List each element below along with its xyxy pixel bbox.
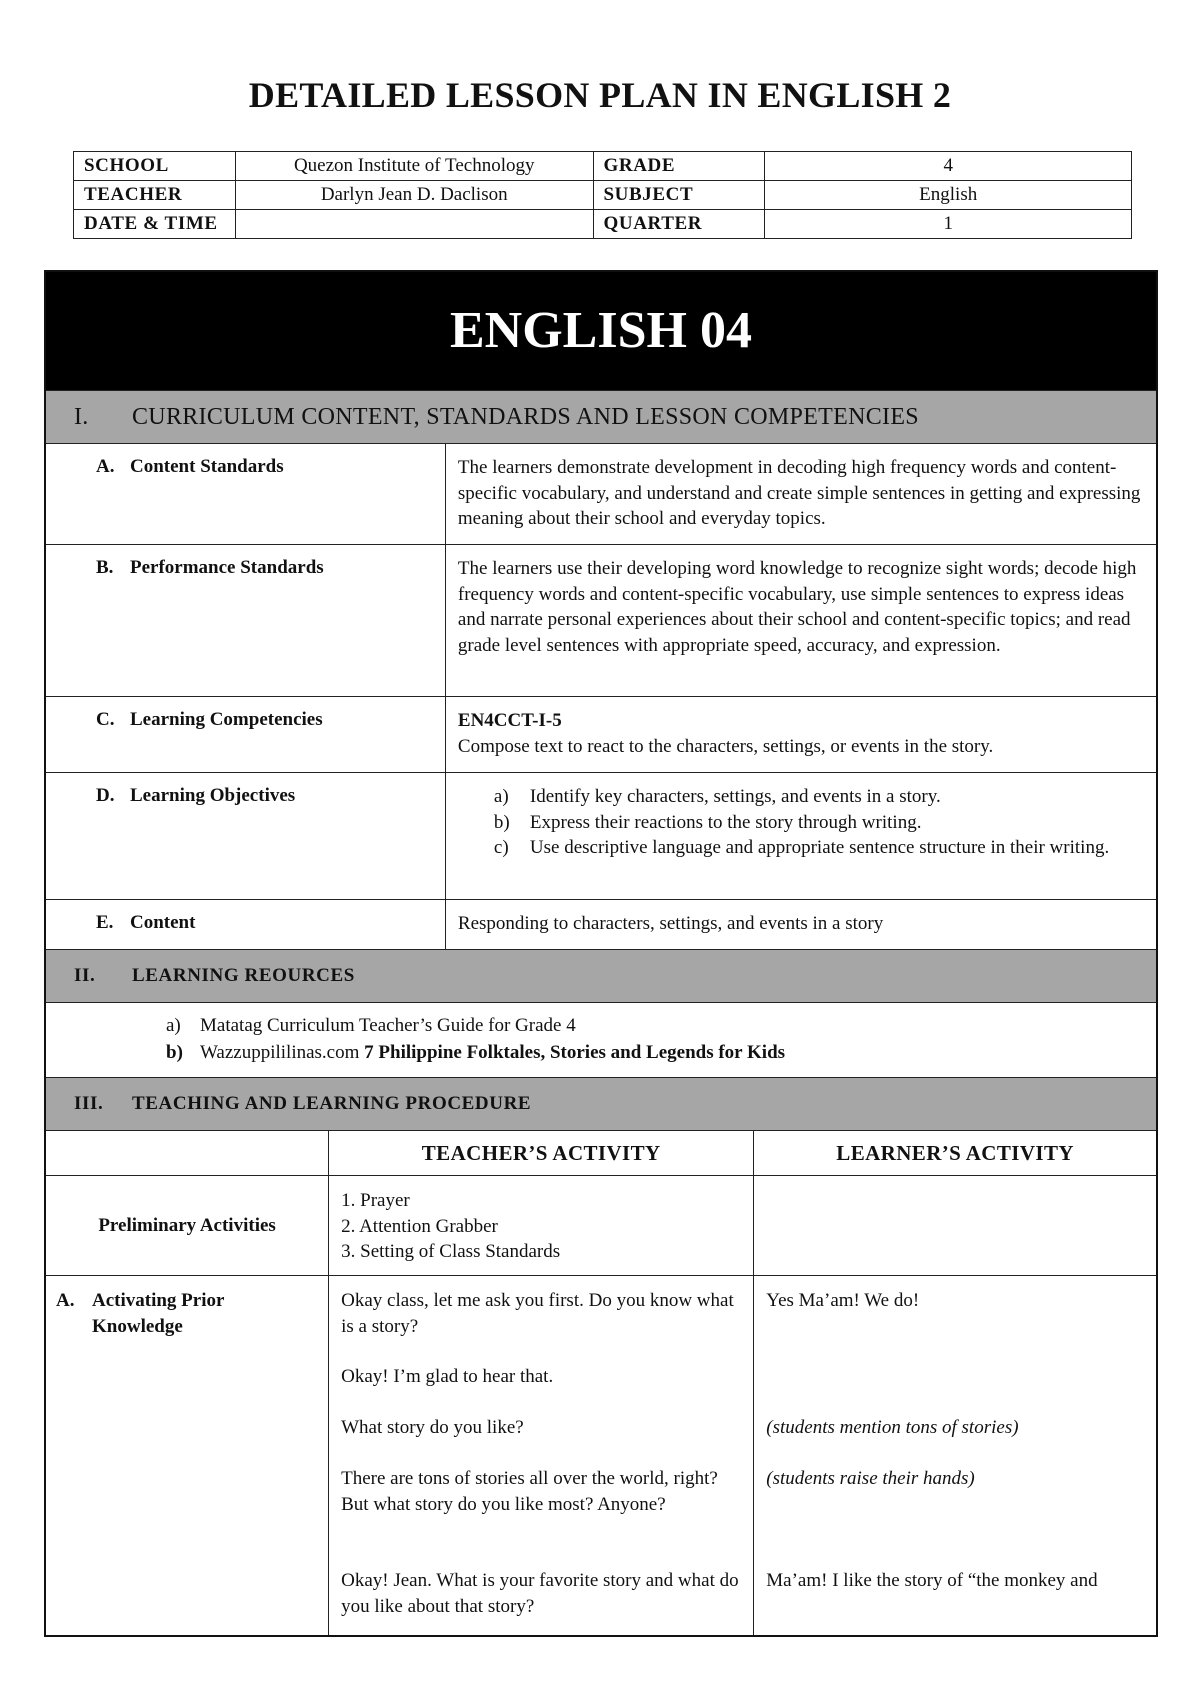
- date-time-label: DATE & TIME: [74, 210, 236, 239]
- content-label: E. Content: [45, 900, 445, 950]
- date-time-value: [235, 210, 593, 239]
- teacher-label: TEACHER: [74, 181, 236, 210]
- teacher-dialogue: [329, 1276, 754, 1636]
- learning-competencies-label: C. Learning Competencies: [45, 697, 445, 773]
- list-item: b) Express their reactions to the story through writing.: [493, 811, 922, 833]
- subject-value: English: [765, 181, 1132, 210]
- teacher-line: What story do you like?: [341, 1417, 524, 1438]
- lesson-info-table: [73, 151, 1132, 239]
- learner-line: Ma’am! I like the story of “the monkey and: [766, 1570, 1098, 1591]
- performance-standards-label: B. Performance Standards: [45, 545, 445, 697]
- list-item: a) Identify key characters, settings, and events in a story.: [493, 786, 941, 807]
- learning-objectives-label: D. Learning Objectives: [45, 773, 445, 900]
- performance-standards-text: The learners use their developing word knowledge to recognize sight words; decode high frequency words and content-specific vocabulary, use simple sentences to express ideas and narrate personal experiences about their school and content-specific topics; and read grade level sentences with appropriate speed, accuracy, and expression.: [445, 545, 1157, 697]
- competency-code: EN4CCT-I-5: [457, 710, 562, 731]
- quarter-value: 1: [765, 210, 1132, 239]
- list-item: b) Wazzuppililinas.com 7 Philippine Folktales, Stories and Legends for Kids: [166, 1042, 786, 1063]
- section-1-title: CURRICULUM CONTENT, STANDARDS AND LESSON COMPETENCIES: [132, 403, 919, 430]
- school-value: Quezon Institute of Technology: [235, 152, 593, 181]
- learner-line: (students raise their hands): [766, 1468, 975, 1489]
- teacher-activity-header: TEACHER’S ACTIVITY: [329, 1131, 754, 1176]
- section-2-title: LEARNING REOURCES: [132, 965, 355, 986]
- section-2-number: II.: [74, 965, 96, 986]
- section-3-header: [45, 1078, 1157, 1131]
- list-item: a) Matatag Curriculum Teacher’s Guide for Grade 4: [166, 1015, 576, 1036]
- learner-dialogue: [754, 1276, 1157, 1636]
- preliminary-activities-label: Preliminary Activities: [45, 1176, 329, 1276]
- empty-header-cell: [45, 1131, 329, 1176]
- content-standards-label: A. Content Standards: [45, 444, 445, 545]
- teacher-value: Darlyn Jean D. Daclison: [235, 181, 593, 210]
- section-3-number: III.: [74, 1093, 104, 1114]
- preliminary-steps: [329, 1176, 754, 1276]
- subject-label: SUBJECT: [593, 181, 765, 210]
- teacher-line: Okay! I’m glad to hear that.: [341, 1366, 554, 1387]
- activating-prior-knowledge-label: A. Activating Prior Knowledge: [45, 1276, 329, 1636]
- learner-line: (students mention tons of stories): [766, 1417, 1019, 1438]
- list-item: 3. Setting of Class Standards: [341, 1241, 561, 1262]
- list-item: 1. Prayer: [341, 1190, 410, 1211]
- competency-description: Compose text to react to the characters, settings, or events in the story.: [457, 735, 994, 757]
- lesson-plan-table: [44, 270, 1158, 1637]
- content-standards-text: The learners demonstrate development in decoding high frequency words and content-specific vocabulary, and understand and create simple sentences in getting and expressing meaning about their school and everyday topics.: [445, 444, 1157, 545]
- teacher-line: There are tons of stories all over the world, right? But what story do you like most? Anyone?: [341, 1468, 718, 1515]
- list-item: c) Use descriptive language and appropriate sentence structure in their writing.: [493, 837, 1110, 858]
- teacher-line: Okay! Jean. What is your favorite story and what do you like about that story?: [341, 1570, 739, 1617]
- school-label: SCHOOL: [74, 152, 236, 181]
- resource-title: 7 Philippine Folktales, Stories and Legends for Kids: [364, 1042, 786, 1063]
- section-2-header: [45, 950, 1157, 1003]
- preliminary-learner-cell: [754, 1176, 1157, 1276]
- section-1-header: [45, 391, 1157, 444]
- subject-banner: ENGLISH 04: [45, 271, 1157, 391]
- quarter-label: QUARTER: [593, 210, 765, 239]
- grade-label: GRADE: [593, 152, 765, 181]
- list-item: 2. Attention Grabber: [341, 1215, 498, 1237]
- page-title: DETAILED LESSON PLAN IN ENGLISH 2: [248, 75, 952, 115]
- section-1-number: I.: [74, 403, 89, 430]
- content-text: Responding to characters, settings, and events in a story: [445, 900, 1157, 950]
- section-3-title: TEACHING AND LEARNING PROCEDURE: [132, 1093, 532, 1114]
- learning-competencies-text: [445, 697, 1157, 773]
- learning-objectives-cell: [445, 773, 1157, 900]
- learner-activity-header: LEARNER’S ACTIVITY: [754, 1131, 1157, 1176]
- grade-value: 4: [765, 152, 1132, 181]
- resources-list: [45, 1003, 1157, 1078]
- objectives-list: [446, 773, 1156, 869]
- learner-line: Yes Ma’am! We do!: [766, 1290, 920, 1311]
- teacher-line: Okay class, let me ask you first. Do you know what is a story?: [341, 1290, 734, 1337]
